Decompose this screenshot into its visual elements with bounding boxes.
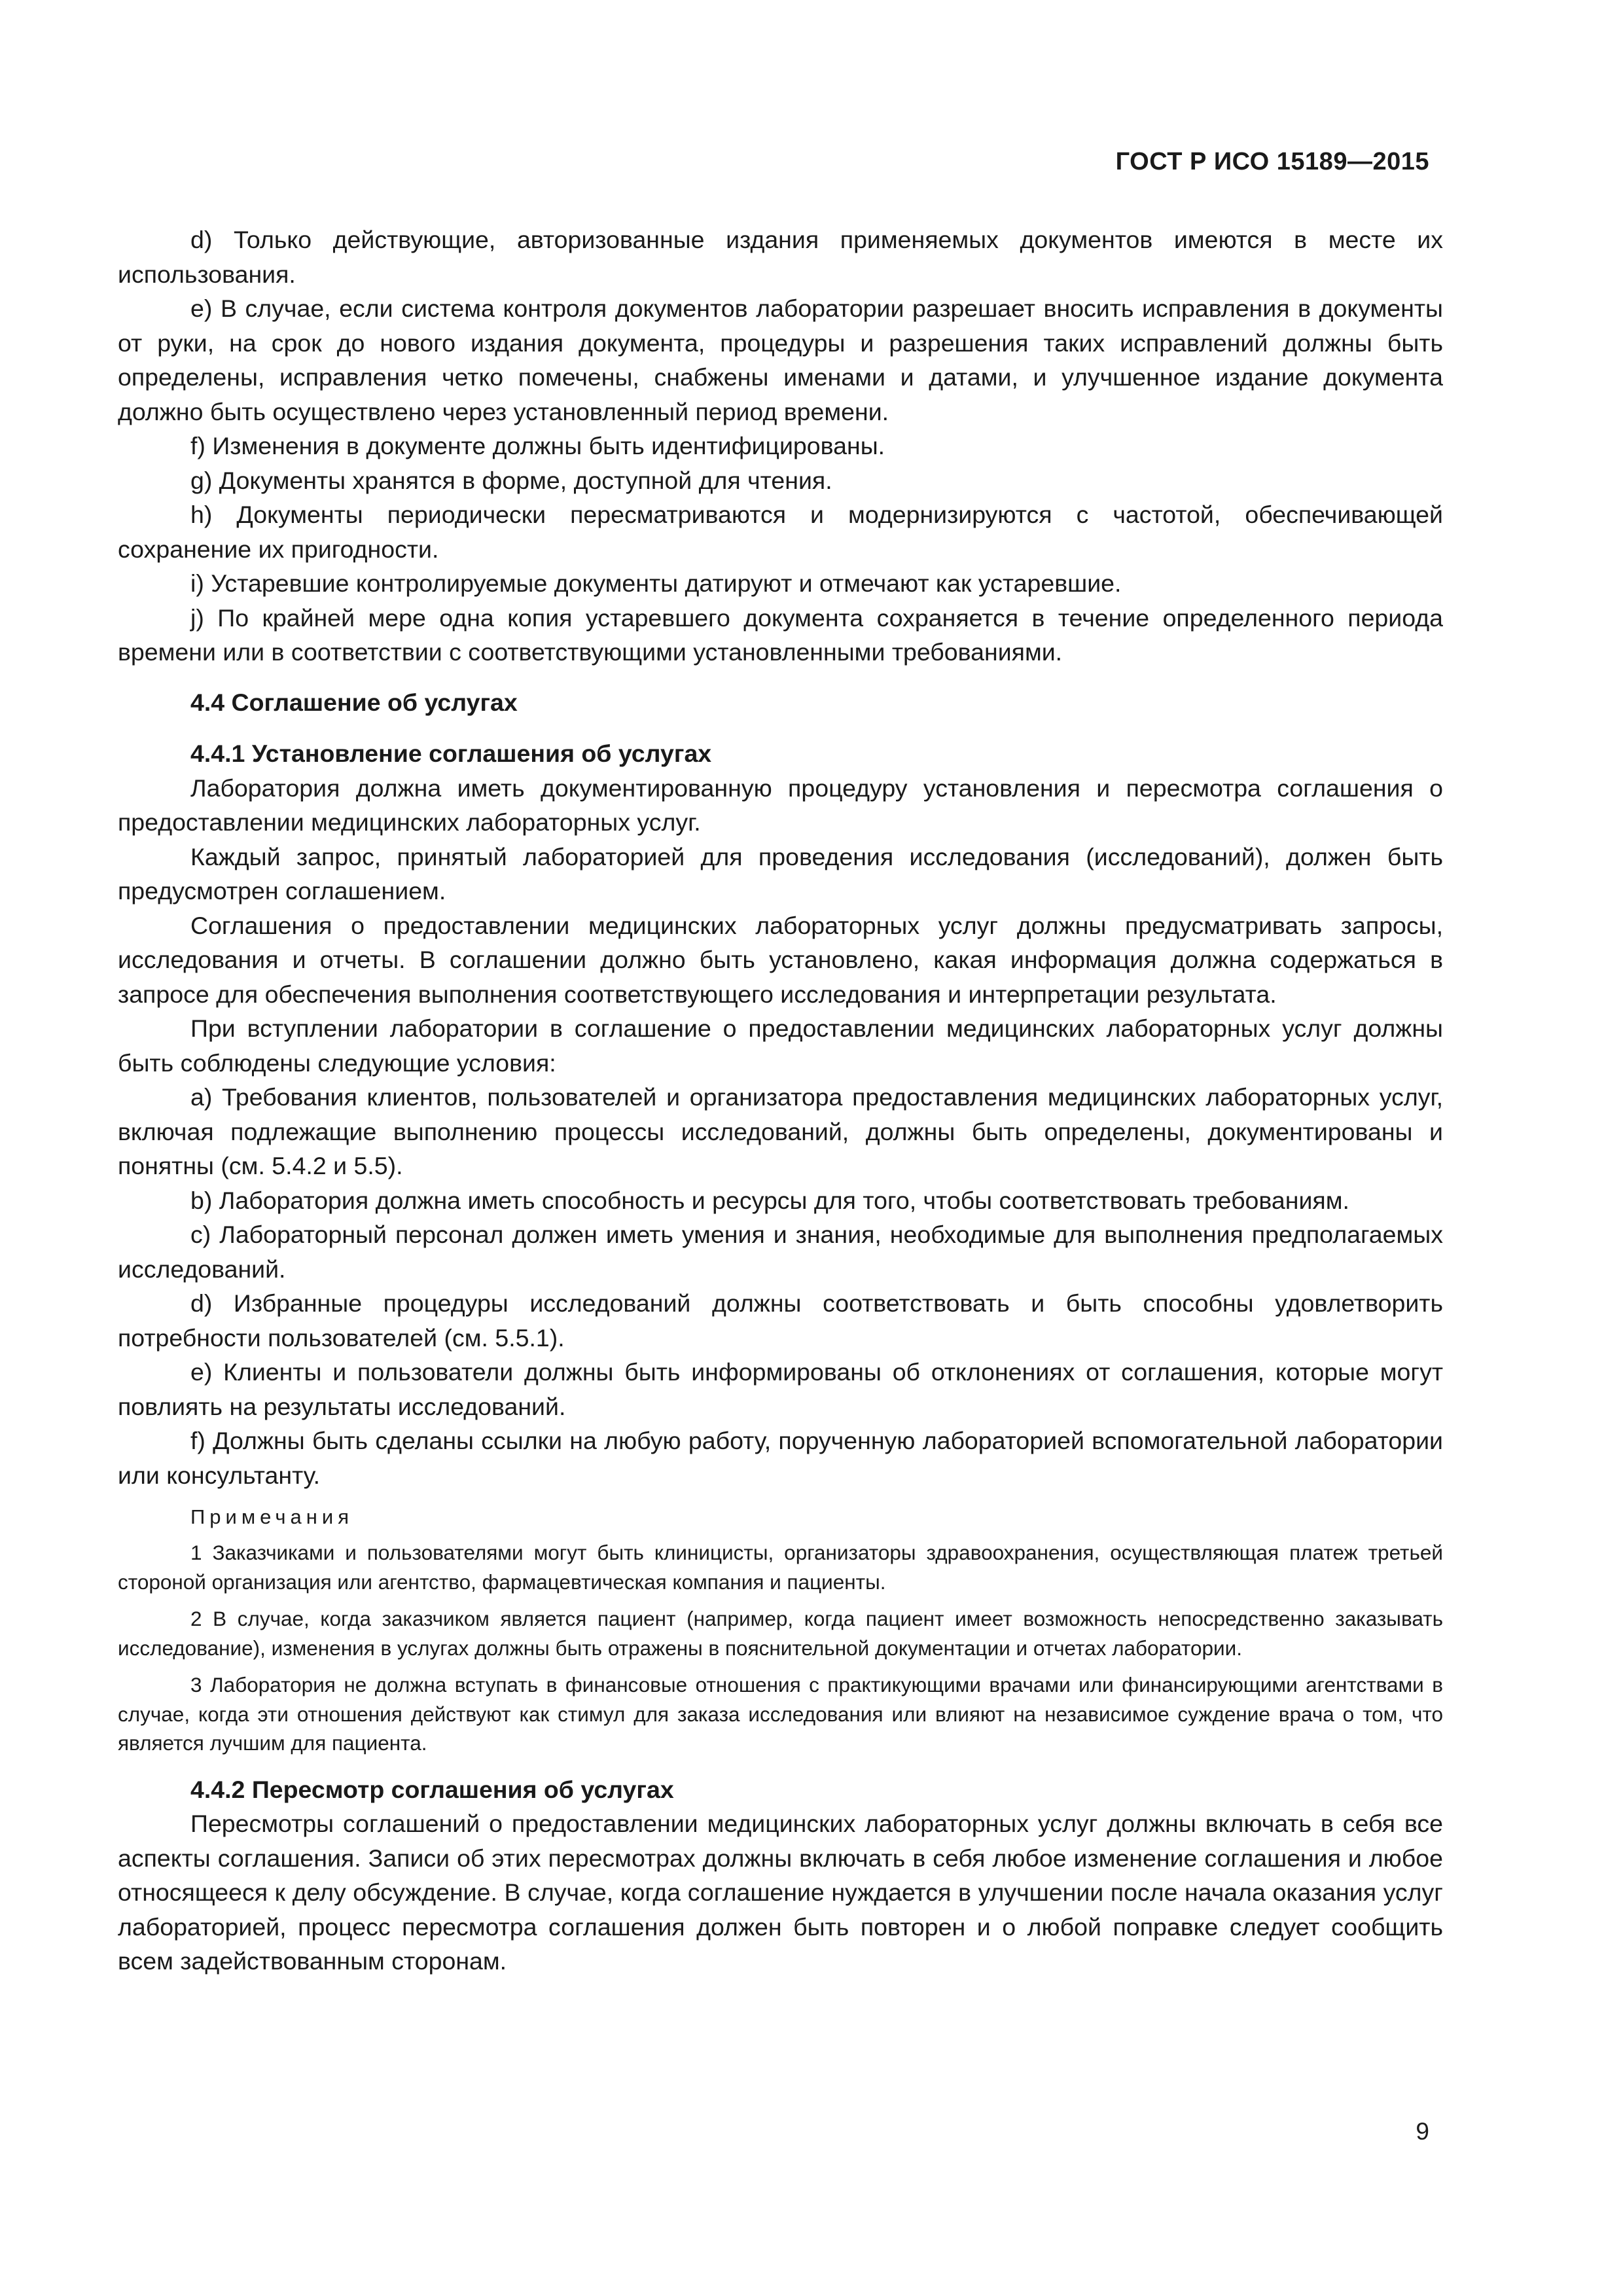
paragraph: Соглашения о предоставлении медицинских лабораторных услуг должны предусматривать запросы, исследования и отчеты. В соглашении должно быть установлено, какая информация должна содержаться в запросе для обеспечения выполнения соответствующего исследования и интерпретации результата. [118,911,1443,1008]
condition-item-c: c) Лабораторный персонал должен иметь умения и знания, необходимые для выполнения предполагаемых исследований. [118,1221,1443,1283]
standard-code-header: ГОСТ Р ИСО 15189—2015 [1115,148,1429,175]
subsection-heading-4-4-1: 4.4.1 Установление соглашения об услугах [190,740,712,767]
list-item-g: g) Документы хранятся в форме, доступной для чтения. [190,466,832,494]
paragraph: При вступлении лаборатории в соглашение о предоставлении медицинских лабораторных услуг должны быть соблюдены следующие условия: [118,1014,1443,1077]
paragraph: Пересмотры соглашений о предоставлении медицинских лабораторных услуг должны включать в себя все аспекты соглашения. Записи об этих пересмотрах должны включать в себя любое изменение соглашения и любое относящееся к делу обсуждение. В случае, когда соглашение нуждается в улучшении после начала оказания услуг лабораторией, процесс пересмотра соглашения должен быть повторен и о любой поправке следует сообщить всем задействованным сторонам. [118,1810,1443,1975]
paragraph: Каждый запрос, принятый лабораторией для проведения исследования (исследований), должен быть предусмотрен соглашением. [118,842,1443,905]
list-item-h: h) Документы периодически пересматриваются и модернизируются с частотой, обеспечивающей сохранение их пригодности. [118,501,1443,563]
page-content [118,223,1443,1979]
list-item-j: j) По крайней мере одна копия устаревшего документа сохраняется в течение определенного периода времени или в соответствии с соответствующими установленными требованиями. [118,603,1443,666]
condition-item-d: d) Избранные процедуры исследований должны соответствовать и быть способны удовлетворить потребности пользователей (см. 5.5.1). [118,1289,1443,1352]
page-number: 9 [1416,2118,1429,2145]
condition-item-f: f) Должны быть сделаны ссылки на любую работу, порученную лабораторией вспомогательной лаборатории или консультанту. [118,1427,1443,1489]
note-1: 1 Заказчиками и пользователями могут быть клиницисты, организаторы здравоохранения, осуществляющая платеж третьей стороной организация или агентство, фармацевтическая компания и пациенты. [118,1541,1443,1594]
section-heading: 4.4 Соглашение об услугах [190,688,518,716]
condition-item-b: b) Лаборатория должна иметь способность и ресурсы для того, чтобы соответствовать требованиям. [190,1186,1349,1214]
subsection-heading-4-4-2: 4.4.2 Пересмотр соглашения об услугах [190,1775,674,1803]
list-item-e: e) В случае, если система контроля документов лаборатории разрешает вносить исправления в документы от руки, на срок до нового издания документа, процедуры и разрешения таких исправлений должны быть определены, исправления четко помечены, снабжены именами и датами, и улучшенное издание документа должно быть осуществлено через установленный период времени. [118,295,1443,425]
list-item-f: f) Изменения в документе должны быть идентифицированы. [190,432,885,459]
note-2: 2 В случае, когда заказчиком является пациент (например, когда пациент имеет возможность непосредственно заказывать исследование), изменения в услугах должны быть отражены в пояснительной документации и отчетах лаборатории. [118,1607,1443,1660]
condition-item-a: a) Требования клиентов, пользователей и организатора предоставления медицинских лабораторных услуг, включая подлежащие выполнению процессы исследований, должны быть определены, документированы и понятны (см. 5.4.2 и 5.5). [118,1083,1443,1179]
list-item-d: d) Только действующие, авторизованные издания применяемых документов имеются в месте их использования. [118,226,1443,288]
condition-item-e: e) Клиенты и пользователи должны быть информированы об отклонениях от соглашения, которые могут повлиять на результаты исследований. [118,1358,1443,1420]
paragraph: Лаборатория должна иметь документированную процедуру установления и пересмотра соглашения о предоставлении медицинских лабораторных услуг. [118,774,1443,836]
note-3: 3 Лаборатория не должна вступать в финансовые отношения с практикующими врачами или финансирующими агентствами в случае, когда эти отношения действуют как стимул для заказа исследования или влияют на независимое суждение врача о том, что является лучшим для пациента. [118,1673,1443,1755]
notes-title: Примечания [190,1505,353,1528]
list-item-i: i) Устаревшие контролируемые документы датируют и отмечают как устаревшие. [190,569,1122,597]
